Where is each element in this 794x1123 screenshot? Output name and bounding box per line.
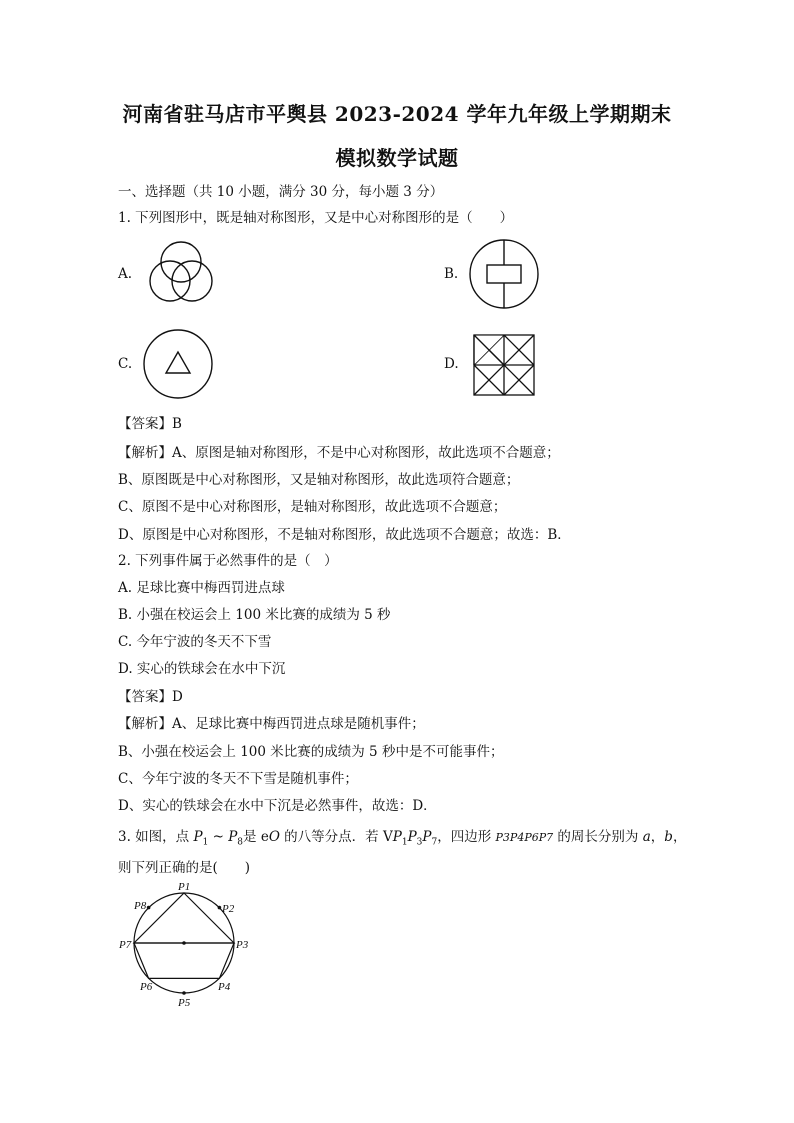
document-title-line2: 模拟数学试题	[335, 146, 459, 170]
q2-option-a: A. 足球比赛中梅西罚进点球	[118, 580, 285, 596]
q1-option-a-figure	[146, 238, 216, 306]
document-title-line1: 河南省驻马店市平舆县 2023-2024 学年九年级上学期期末	[122, 102, 672, 126]
point-label-p3: P3	[236, 939, 249, 951]
q1-option-d-figure	[470, 331, 538, 399]
point-label-p4: P4	[218, 981, 231, 993]
point-label-p2: P2	[222, 903, 235, 915]
section-heading: 一、选择题（共 10 小题，满分 30 分，每小题 3 分）	[118, 184, 444, 200]
point-label-p6: P6	[140, 981, 153, 993]
q1-option-a-label: A.	[118, 266, 133, 282]
q2-analysis-1: 【解析】A、足球比赛中梅西罚进点球是随机事件；	[118, 716, 425, 732]
q3-stem-line2: 则下列正确的是( )	[118, 860, 251, 876]
q1-analysis-4: D、原图是中心对称图形，不是轴对称图形，故此选项不合题意；故选：B．	[118, 527, 571, 543]
q1-option-c-label: C.	[118, 356, 133, 372]
q1-analysis-3: C、原图不是中心对称图形，是轴对称图形，故此选项不合题意；	[118, 499, 507, 515]
q1-option-d-label: D.	[444, 356, 459, 372]
q1-analysis-2: B、原图既是中心对称图形，又是轴对称图形，故此选项符合题意；	[118, 472, 520, 488]
q3-stem: 3. 如图，点 $P_1$ ~ $P_8$是 eO 的八等分点．若 $VP_1P_3P_7$，四边形 P3P4P6P7 的周长分别为 a，b，	[118, 829, 687, 848]
q1-option-b-label: B.	[444, 266, 459, 282]
point-label-p7: P7	[119, 939, 132, 951]
q1-option-b-figure	[466, 236, 542, 312]
q3-octagon-figure	[116, 876, 256, 1010]
q2-analysis-4: D、实心的铁球会在水中下沉是必然事件，故选：D．	[118, 798, 437, 814]
q1-option-c-figure	[140, 326, 216, 402]
q2-analysis-2: B、小强在校运会上 100 米比赛的成绩为 5 秒中是不可能事件；	[118, 744, 504, 760]
q2-stem: 2. 下列事件属于必然事件的是（ ）	[118, 553, 338, 569]
q2-answer: 【答案】D	[118, 689, 183, 705]
q2-option-d: D. 实心的铁球会在水中下沉	[118, 661, 286, 677]
q2-option-c: C. 今年宁波的冬天不下雪	[118, 634, 272, 650]
q1-answer: 【答案】B	[118, 416, 182, 432]
q2-analysis-3: C、今年宁波的冬天不下雪是随机事件；	[118, 771, 358, 787]
point-label-p8: P8	[134, 900, 147, 912]
point-label-p1: P1	[178, 881, 191, 893]
q1-stem: 1. 下列图形中，既是轴对称图形，又是中心对称图形的是（ ）	[118, 210, 514, 226]
q2-option-b: B. 小强在校运会上 100 米比赛的成绩为 5 秒	[118, 607, 391, 623]
point-label-p5: P5	[178, 997, 191, 1009]
q1-analysis-1: 【解析】A、原图是轴对称图形，不是中心对称图形，故此选项不合题意；	[118, 445, 560, 461]
